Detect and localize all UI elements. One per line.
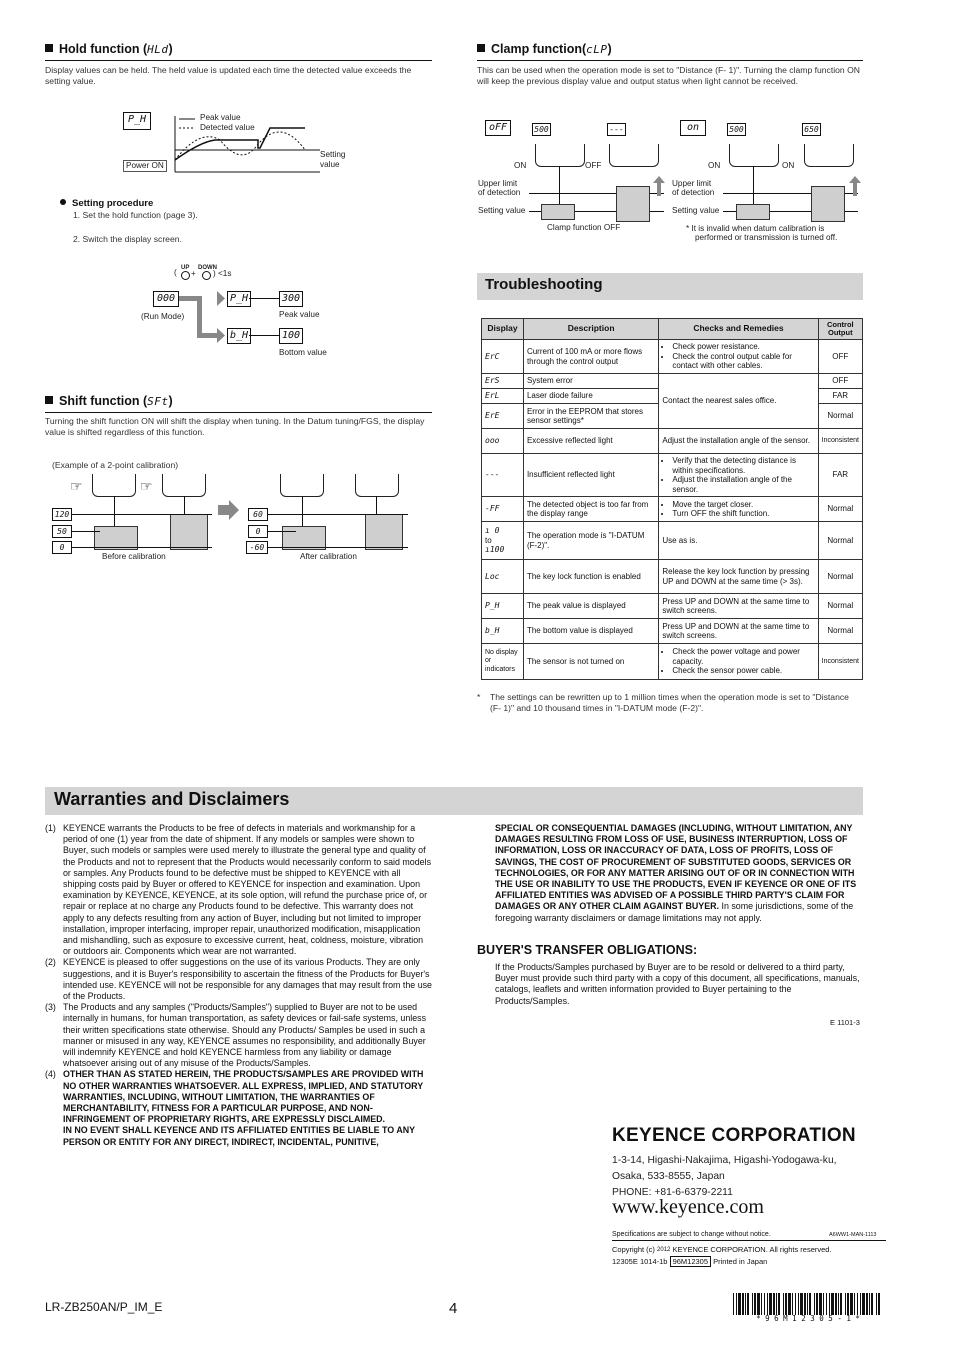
barcode-bar [869,1293,870,1315]
of-detection-label: of detection [478,188,521,197]
barcode-bar [857,1293,858,1315]
step-2: 2. Switch the display screen. [73,234,182,244]
printed-in: Printed in Japan [713,1257,768,1266]
shift-diagram [50,472,430,567]
before-calibration-label: Before calibration [102,552,166,561]
warranties-left-column [45,823,433,1148]
address-line-2: Osaka, 533-8555, Japan [612,1171,725,1182]
phone: PHONE: +81-6-6379-2211 [612,1187,733,1198]
clamp-off-caption: Clamp function OFF [547,223,621,232]
header-display: Display [482,319,524,340]
hold-diagram [120,110,380,180]
table-row [482,374,863,389]
barcode-bar [840,1293,842,1315]
sensor-head-icon [609,144,659,167]
row-description: Insufficient reflected light [523,454,658,497]
bottom-hold-display: b_H [227,328,251,344]
clamp-off-value-1: 500 [532,123,551,136]
divider [45,412,432,413]
barcode-text: * 9 6 M 1 2 3 0 5 - 1 * [756,1314,860,1323]
target-object [736,204,770,220]
table-row [482,644,863,680]
barcode-bar [823,1293,824,1315]
warranty-code: E 1101-3 [830,1018,860,1027]
remedy-item: • Adjust the installation angle of the sensor. [672,475,814,494]
clamp-note-2: performed or transmission is turned off. [695,233,838,242]
code-line: ı100 [485,545,505,555]
display-code: -FF [482,497,524,522]
shift-function-heading [45,394,173,408]
row-output: Normal [818,560,862,594]
print-box-code: 96M12305 [670,1256,711,1267]
sensor-head-icon [92,474,136,497]
copyright-year: 2012 [657,1247,671,1253]
row-description: The key lock function is enabled [523,560,658,594]
bullet-icon [60,199,66,205]
header-description: Description [523,319,658,340]
display-code: ooo [482,429,524,454]
row-output: Normal [818,497,862,522]
hold-function-heading [45,42,173,56]
bottom-value-display: 100 [279,328,303,344]
table-row [482,522,863,560]
footnote-star: * [477,692,481,702]
barcode-bar [778,1293,780,1315]
detected-value-label: Detected value [200,123,255,132]
row-description: The sensor is not turned on [523,644,658,680]
table-row [482,560,863,594]
barcode-bar [752,1293,753,1315]
row-description: The peak value is displayed [523,594,658,619]
table-header-row [482,319,863,340]
flow-arrows [140,262,360,362]
item-number: (2) [45,957,56,968]
row-description: Laser diode failure [523,389,658,404]
barcode-bar [767,1293,768,1315]
barcode-bar [876,1293,877,1315]
row-description: The operation mode is "I-DATUM (F-2)". [523,522,658,560]
remedy-item: • Check power resistance. [672,342,814,352]
barcode-bar [831,1293,834,1315]
clamp-off-value-2: --- [607,123,626,136]
display-code: No display or indicators [482,644,524,680]
after-value-top: 60 [248,508,268,521]
row-description: The bottom value is displayed [523,619,658,644]
row-remedy: Press UP and DOWN at the same time to switch screens. [659,619,818,644]
barcode-bar [747,1293,749,1315]
bottom-value-caption: Bottom value [279,348,327,357]
warranty-paragraph-4d: In some jurisdictions, some of the foregoing warranty disclaimers or damage limitations may not apply. [495,901,854,923]
barcode-bar [795,1293,796,1315]
warranty-paragraph-2: KEYENCE is pleased to offer suggestions on the use of its various Products. They are only suggestions, and it is Buyer's responsibility to ascertain the fitness of the Products for Buyer's intended use. KEYENCE will not be responsible for any damages that may result from the use of the Products. [63,957,432,1002]
print-code: 12305E 1014-1b [612,1257,668,1266]
row-output: Inconsistent [818,644,862,680]
barcode-bar [860,1293,861,1315]
target-object-high [170,514,208,550]
code-line: to [485,535,492,545]
barcode-bar [736,1293,737,1315]
less-than-1s: <1s [218,269,232,278]
divider [477,60,863,61]
barcode-bar [809,1293,811,1315]
remedy-item: • Turn OFF the shift function. [672,509,814,519]
power-on-label: Power ON [123,160,167,172]
peak-value-label: Peak value [200,113,241,122]
shift-close: ) [168,394,173,408]
barcode-bar [800,1293,803,1315]
row-output: OFF [818,374,862,389]
row-output: Normal [818,522,862,560]
item-number: (4) [45,1069,56,1080]
sensor-head-icon [804,144,854,167]
row-remedy: Use as is. [659,522,818,560]
target-object-high [365,514,403,550]
table-row [482,340,863,374]
row-remedy: Release the key lock function by pressing UP and DOWN at the same time (> 3s). [659,560,818,594]
troubleshooting-title: Troubleshooting [485,276,603,293]
spec-note: Specifications are subject to change without notice. [612,1231,771,1238]
copyright-text: KEYENCE CORPORATION. All rights reserved. [672,1245,832,1254]
upper-limit-label: Upper limit [672,179,712,188]
before-value-mid: 50 [52,525,72,538]
display-code: ErL [482,389,524,404]
off-label: OFF [585,161,602,170]
clamp-close: ) [607,42,612,56]
barcode-bar [742,1293,744,1315]
code-line: ı 0 [485,526,500,536]
item-number: (3) [45,1002,56,1013]
upper-limit-label: Upper limit [478,179,518,188]
company-address [612,1153,837,1201]
barcode-bar [804,1293,806,1315]
step-1: 1. Set the hold function (page 3). [73,210,198,220]
barcode-bar [819,1293,822,1315]
of-detection-label: of detection [672,188,715,197]
barcode-bar [826,1293,827,1315]
target-object [541,204,575,220]
barcode [733,1293,883,1315]
hold-code: HLd [147,43,169,56]
row-output: Normal [818,404,862,429]
barcode-bar [738,1293,741,1315]
sensor-head-icon [535,144,585,167]
up-label: UP [181,265,190,271]
on-label: ON [708,161,721,170]
display-code: b_H [482,619,524,644]
after-value-bottom: -60 [246,541,268,554]
ph-display: P_H [123,112,151,130]
barcode-bar [807,1293,808,1315]
warranty-paragraph-3: The Products and any samples ("Products/Samples") supplied to Buyer are not to be used internally in humans, for human transportation, as safety devices or fail-safe systems, unless their written specifications state otherwise. Should any Products/ Samples be used in such a manner or misused in any way, KEYENCE assumes no responsibility, and additionally Buyer will indemnify KEYENCE and hold KEYENCE harmless from any liability or damage whatsoever arising out of any misuse of the Products/Samples. [63,1002,427,1069]
row-description: Excessive reflected light [523,429,658,454]
clamp-on-display: on [680,120,706,136]
warranties-right-column [495,823,863,924]
table-row [482,429,863,454]
target-object [811,186,845,222]
barcode-bar [816,1293,818,1315]
barcode-bar [854,1293,855,1315]
barcode-bar [798,1293,799,1315]
arrow-up-icon [653,176,665,196]
barcode-bar [783,1293,784,1315]
hand-pointer-icon: ☞ [140,478,153,494]
setting-procedure [60,198,153,209]
clamp-on-value-1: 500 [727,123,746,136]
barcode-bar [754,1293,756,1315]
row-remedy: Press UP and DOWN at the same time to switch screens. [659,594,818,619]
before-value-top: 120 [52,508,72,521]
setting-value-label: Setting value [478,206,526,215]
warranty-paragraph-4b: IN NO EVENT SHALL KEYENCE AND ITS AFFILIATED ENTITIES BE LIABLE TO ANY PERSON OR ENTITY FOR ANY DIRECT, INDIRECT, INCIDENTAL, PUNITIVE, [63,1125,415,1147]
print-line [612,1257,767,1266]
clamp-description: This can be used when the operation mode is set to "Distance (F- 1)". Turning the clamp function ON will keep the previous display value and output status when light cannot be received. [477,65,860,86]
table-row [482,619,863,644]
procedure-title: Setting procedure [72,198,154,209]
barcode-bar [792,1293,793,1315]
hold-title: Hold function ( [59,42,148,56]
clamp-off-display: oFF [485,120,511,136]
troubleshooting-footnote: The settings can be rewritten up to 1 million times when the operation mode is set to "Distance (F- 1)" and 10 thousand times in "I-DATUM mode (F-2)". [490,692,849,713]
barcode-bar [769,1293,772,1315]
barcode-bar [835,1293,837,1315]
barcode-bar [757,1293,760,1315]
buyer-obligations-text: If the Products/Samples purchased by Buyer are to be resold or delivered to a third party, Buyer must provide such third party with a copy of this document, all specifications, manuals, catalogs, leaflets and written information provided to Buyer pertaining to the Products/Samples. [495,962,860,1006]
hold-close: ) [168,42,173,56]
copyright-prefix: Copyright (c) [612,1245,655,1254]
barcode-bar [761,1293,762,1315]
setting-label: Setting [320,150,346,159]
barcode-bar [733,1293,734,1315]
display-code: ErS [482,374,524,389]
row-remedy [659,454,818,497]
sensor-head-icon [280,474,324,497]
barcode-bar [838,1293,839,1315]
row-output: FAR [818,454,862,497]
arrow-up-icon [849,176,861,196]
address-line-1: 1-3-14, Higashi-Nakajima, Higashi-Yodogawa-ku, [612,1155,837,1166]
warranties-title: Warranties and Disclaimers [54,789,290,809]
hold-description: Display values can be held. The held value is updated each time the detected value exceeds the setting value. [45,65,412,86]
website-link[interactable]: www.keyence.com [612,1196,764,1218]
shift-code: SFt [147,395,169,408]
barcode-bar [776,1293,777,1315]
barcode-bar [850,1293,853,1315]
table-row [482,594,863,619]
barcode-bar [878,1293,880,1315]
after-value-mid: 0 [248,525,268,538]
row-output: Inconsistent [818,429,862,454]
row-output: OFF [818,340,862,374]
barcode-bar [764,1293,765,1315]
company-name: KEYENCE CORPORATION [612,1125,856,1146]
header-control-output: Control Output [818,319,862,340]
divider [45,60,432,61]
barcode-bar [745,1293,746,1315]
header-remedies: Checks and Remedies [659,319,818,340]
barcode-bar [871,1293,873,1315]
manual-code: A6WW1-MAN-1113 [829,1232,877,1238]
copyright-line [612,1245,832,1254]
setting-value-label: Setting value [672,206,720,215]
remedy-item: • Check the sensor power cable. [672,666,814,676]
display-code [482,522,524,560]
barcode-bar [788,1293,791,1315]
down-label: DOWN [198,265,217,271]
on-label: ON [782,161,795,170]
barcode-bar [845,1293,846,1315]
troubleshooting-table [481,318,863,680]
warranty-paragraph-1: KEYENCE warrants the Products to be free of defects in materials and workmanship for a period of one (1) year from the date of shipment. If any models or samples were shown to Buyer, such models or samples were used merely to illustrate the general type and quality of the Products and not to represent that the Products would necessarily conform to said models or samples. Any Products found to be defective must be shipped to KEYENCE with all shipping costs paid by Buyer or offered to KEYENCE for inspection and examination. Upon examination by KEYENCE, KEYENCE, at its sole option, will refund the purchase price of, or repair or replace at no charge any Products found to be defective. This warranty does not apply to any defects resulting from any action of Buyer, including but not limited to improper installation, improper interfacing, improper repair, unauthorized modification, misapplication and mishandling, such as exposure to excessive current, heat, coldness, moisture, vibration or outdoors air. Components which wear are not warranted. [63,823,432,957]
clamp-diagram [477,118,867,246]
row-remedy [659,497,818,522]
barcode-bar [785,1293,787,1315]
barcode-bar [814,1293,815,1315]
square-bullet-icon [45,44,53,52]
document-code: LR-ZB250AN/P_IM_E [45,1300,163,1314]
row-description: The detected object is too far from the display range [523,497,658,522]
page-number: 4 [449,1300,458,1317]
clamp-note-1: * It is invalid when datum calibration is [686,224,825,233]
buyer-obligations-title: BUYER'S TRANSFER OBLIGATIONS: [477,943,698,957]
target-object [616,186,650,222]
barcode-bar [829,1293,830,1315]
row-description: Current of 100 mA or more flows through the control output [523,340,658,374]
clamp-code: cLP [586,43,608,56]
on-label: ON [514,161,527,170]
example-label: (Example of a 2-point calibration) [52,460,179,470]
display-code: ErC [482,340,524,374]
display-code: ErE [482,404,524,429]
plus-sign: + [191,269,196,278]
clamp-function-heading [477,42,612,56]
row-remedy: Contact the nearest sales office. [659,374,818,429]
shift-title: Shift function ( [59,394,148,408]
display-code: P_H [482,594,524,619]
display-code: Loc [482,560,524,594]
clamp-title: Clamp function( [491,42,587,56]
row-description: Error in the EEPROM that stores sensor settings* [523,404,658,429]
hand-pointer-icon: ☞ [70,478,83,494]
display-switch-flow: ( UP + DOWN ) <1s 000 (Run Mode) P_H 300 Peak value b_H 100 Bottom value [140,262,360,362]
remedy-item: • Verify that the detecting distance is within specifications. [672,456,814,475]
warranty-paragraph-4c: SPECIAL OR CONSEQUENTIAL DAMAGES (INCLUDING, WITHOUT LIMITATION, ANY DAMAGES RESULTING FROM LOSS OF USE, BUSINESS INTERRUPTION, LOSS OF INFORMATION, LOSS OR INACCURACY OF DATA, LOSS OF PROFITS, LOSS OF SAVINGS, THE COST OF PROCUREMENT OF SUBSTITUTED GOODS, SERVICES OR TECHNOLOGIES, OR FOR ANY MATTER ARISING OUT OF OR IN CONNECTION WITH THE USE OR INABILITY TO USE THE PRODUCTS, EVEN IF KEYENCE OR ONE OF ITS AFFILIATED ENTITIES WAS ADVISED OF A POSSIBLE THIRD PARTY'S CLAIM FOR DAMAGES OR ANY OTHER CLAIM AGAINST BUYER. [495,823,857,912]
shift-description: Turning the shift function ON will shift the display when tuning. In the Datum tuning/FGS, the display value is shifted regardless of this function. [45,416,425,437]
row-remedy: Adjust the installation angle of the sensor. [659,429,818,454]
table-row [482,454,863,497]
warranty-paragraph-4a: OTHER THAN AS STATED HEREIN, THE PRODUCTS/SAMPLES ARE PROVIDED WITH NO OTHER WARRANTIES WHATSOEVER. ALL EXPRESS, IMPLIED, AND STATUTORY WARRANTIES, INCLUDING, WITHOUT LIMITATION, THE WARRANTIES OF MERCHANTABILITY, FITNESS FOR A PARTICULAR PURPOSE, AND NON-INFRINGEMENT OF PROPRIETARY RIGHTS, ARE EXPRESSLY DISCLAIMED. [63,1069,424,1125]
remedy-item: • Check the control output cable for contact with other cables. [672,352,814,371]
arrow-right-icon [218,500,240,520]
item-number: (1) [45,823,56,833]
row-output: Normal [818,594,862,619]
sensor-head-icon [355,474,399,497]
remedy-item: • Move the target closer. [672,500,814,510]
barcode-bar [847,1293,849,1315]
row-remedy [659,340,818,374]
barcode-bar [866,1293,868,1315]
display-code: --- [482,454,524,497]
after-calibration-label: After calibration [300,552,357,561]
clamp-on-value-2: 650 [802,123,821,136]
square-bullet-icon [477,44,485,52]
sensor-head-icon [729,144,779,167]
barcode-bar [773,1293,775,1315]
row-remedy [659,644,818,680]
row-description: System error [523,374,658,389]
peak-value-display: 300 [279,291,303,307]
table-row [482,497,863,522]
run-mode-display: 000 [153,291,179,307]
peak-hold-display: P_H [227,291,251,307]
run-mode-label: (Run Mode) [141,312,185,321]
square-bullet-icon [45,396,53,404]
value-label: value [320,160,340,169]
row-output: FAR [818,389,862,404]
remedy-item: • Check the power voltage and power capacity. [672,647,814,666]
peak-value-caption: Peak value [279,310,320,319]
before-value-bottom: 0 [52,541,72,554]
row-output: Normal [818,619,862,644]
barcode-bar [862,1293,865,1315]
sensor-head-icon [162,474,206,497]
